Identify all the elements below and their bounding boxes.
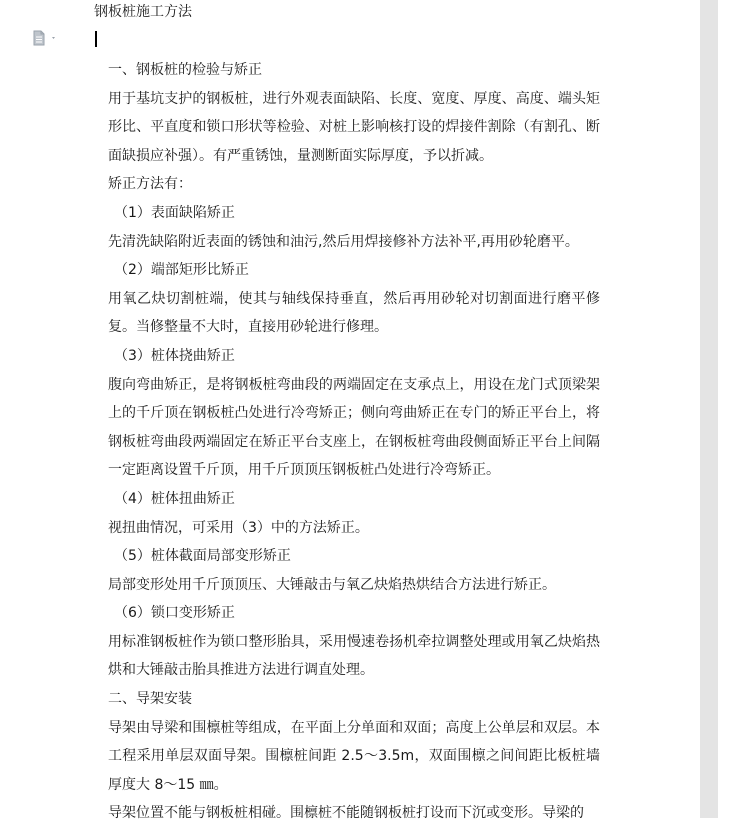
document-body <box>94 56 600 828</box>
paragraph: 用氧乙炔切割桩端，使其与轴线保持垂直，然后再用砂轮对切割面进行磨平修复。当修整量不大时，直接用砂轮进行修理。 <box>108 290 600 336</box>
document-page[interactable] <box>94 0 600 828</box>
document-icon[interactable] <box>33 30 59 46</box>
paragraph: （1）表面缺陷矫正 <box>114 204 235 221</box>
paragraph: 矫正方法有： <box>108 176 192 193</box>
vertical-scrollbar[interactable] <box>700 0 718 818</box>
paragraph: （5）桩体截面局部变形矫正 <box>114 548 291 565</box>
paragraph: （3）桩体挠曲矫正 <box>114 347 235 364</box>
paragraph: 先清洗缺陷附近表面的锈蚀和油污,然后用焊接修补方法补平,再用砂轮磨平。 <box>108 233 579 250</box>
paragraph: 导架位置不能与钢板桩相碰。围檩桩不能随钢板桩打设而下沉或变形。导梁的 <box>108 805 584 822</box>
empty-line <box>94 24 600 56</box>
paragraph: 用标准钢板桩作为锁口整形胎具，采用慢速卷扬机牵拉调整处理或用氧乙炔焰热烘和大锤敲击胎具推进方法进行调直处理。 <box>108 633 600 679</box>
paragraph: 视扭曲情况，可采用（3）中的方法矫正。 <box>108 519 369 536</box>
paragraph: 一、钢板桩的检验与矫正 <box>108 62 262 78</box>
paragraph: （2）端部矩形比矫正 <box>114 262 249 279</box>
paragraph: （6）锁口变形矫正 <box>114 605 235 622</box>
paragraph: 腹向弯曲矫正，是将钢板桩弯曲段的两端固定在支承点上，用设在龙门式顶梁架上的千斤顶在钢板桩凸处进行冷弯矫正；侧向弯曲矫正在专门的矫正平台上，将钢板桩弯曲段两端固定在矫正平台支座上，在钢板桩弯曲段侧面矫正平台上间隔一定距离设置千斤顶，用千斤顶顶压钢板桩凸处进行冷弯矫正。 <box>108 376 600 479</box>
paragraph: 局部变形处用千斤顶顶压、大锤敲击与氧乙炔焰热烘结合方法进行矫正。 <box>108 576 556 593</box>
document-title: 钢板桩施工方法 <box>94 4 192 20</box>
paragraph: 二、导架安装 <box>108 691 192 708</box>
paragraph: 导架由导梁和围檩桩等组成，在平面上分单面和双面；高度上公单层和双层。本工程采用单层双面导架。围檩桩间距 2.5～3.5m，双面围檩之间间距比板桩墙厚度大 8～15 ㎜。 <box>108 719 600 793</box>
paragraph: 用于基坑支护的钢板桩，进行外观表面缺陷、长度、宽度、厚度、高度、端头矩形比、平直度和锁口形状等检验、对桩上影响核打设的焊接件割除（有割孔、断面缺损应补强）。有严重锈蚀，量测断面实际厚度，予以折减。 <box>108 90 600 164</box>
paragraph: （4）桩体扭曲矫正 <box>114 490 235 507</box>
